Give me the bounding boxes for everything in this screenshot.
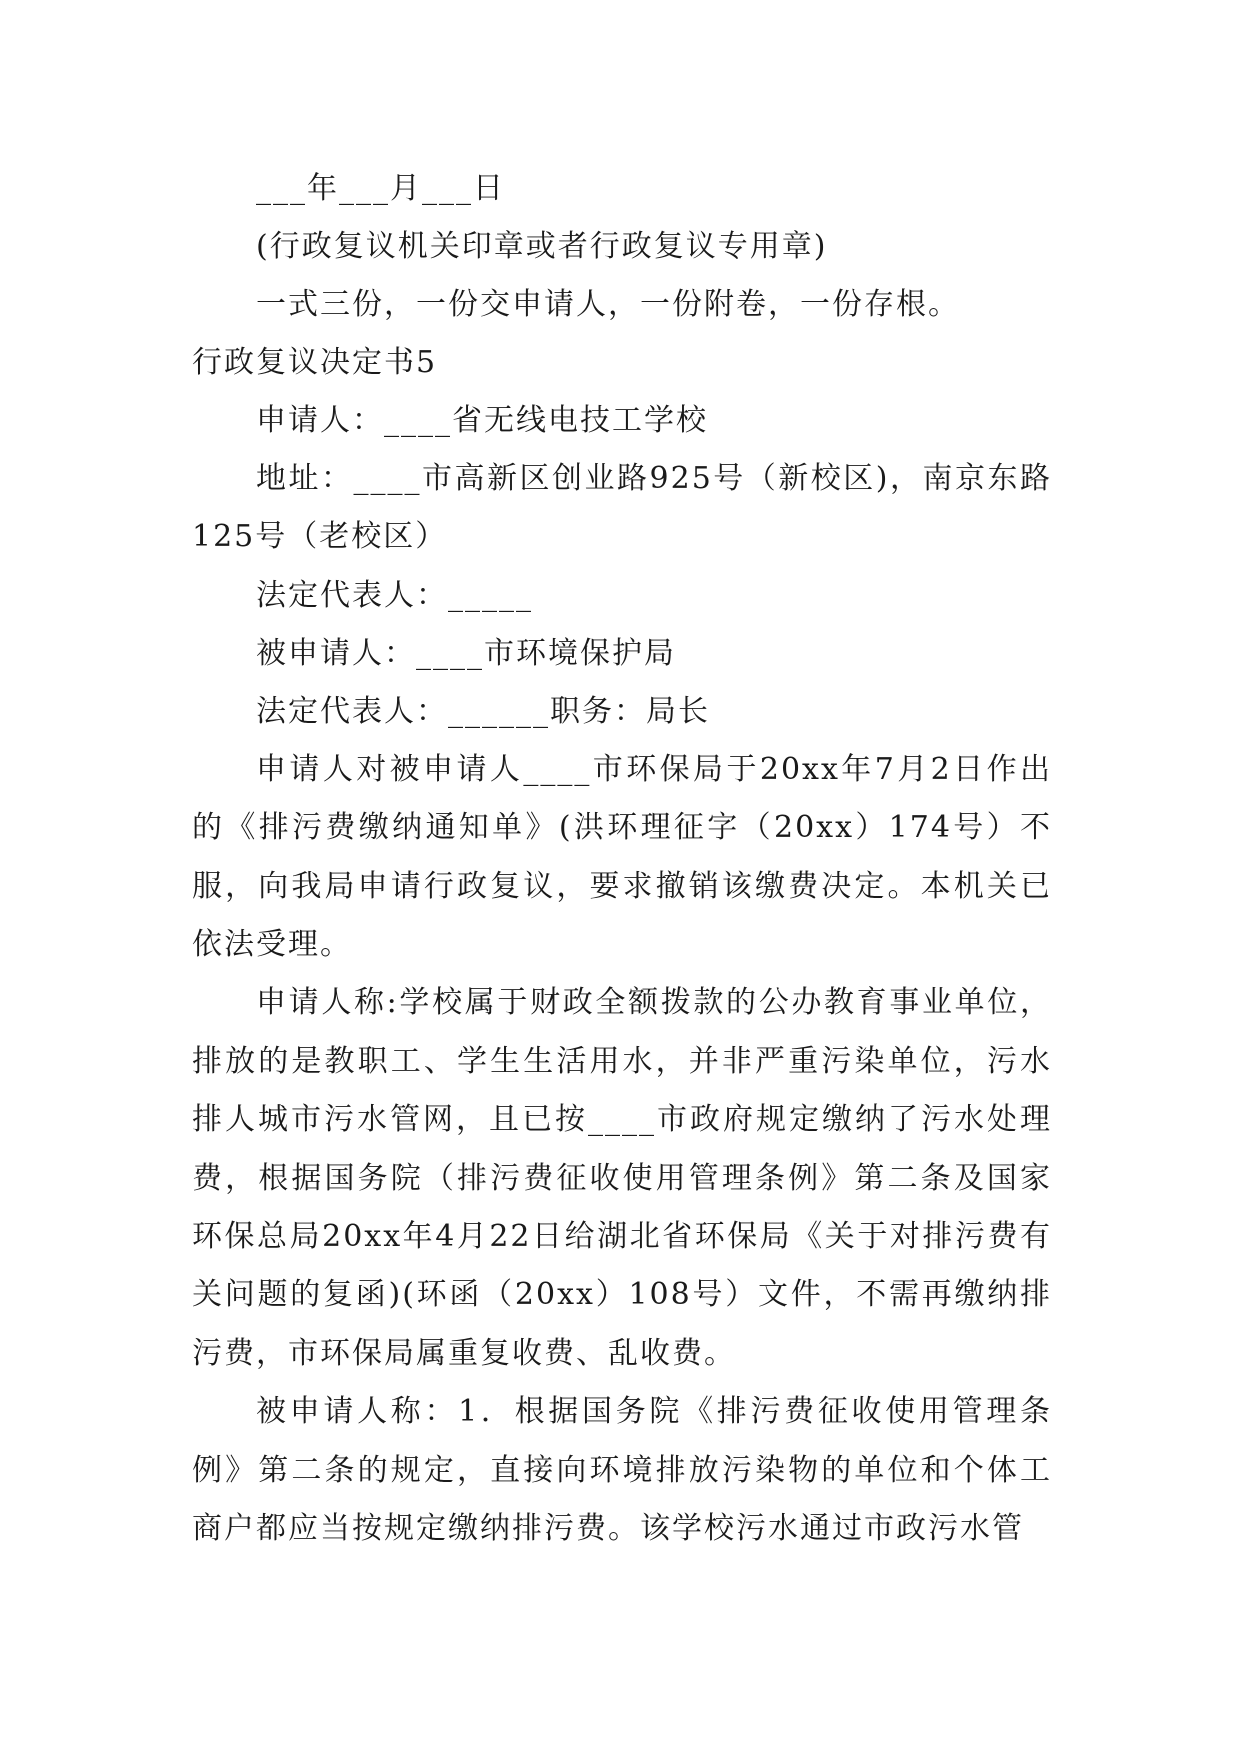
- document-heading: 行政复议决定书5: [192, 345, 438, 380]
- case-intro-paragraph: 申请人对被申请人____市环保局于20xx年7月2日作出的《排污费缴纳通知单》(洪环理征字（20xx）174号）不服，向我局申请行政复议，要求撤销该缴费决定。本机关已依法受理。: [192, 751, 1052, 963]
- applicant-representative-line: 法定代表人：_____: [256, 577, 533, 613]
- respondent-representative-line: 法定代表人：______职务：局长: [256, 693, 710, 729]
- document-body: [192, 160, 1052, 1559]
- date-line: ___年___月___日: [256, 171, 505, 206]
- applicant-line: 申请人：____省无线电技工学校: [256, 403, 708, 438]
- applicant-claim-paragraph: 申请人称:学校属于财政全额拨款的公办教育事业单位，排放的是教职工、学生生活用水，并非严重污染单位，污水排人城市污水管网，且已按____市政府规定缴纳了污水处理费，根据国务院（排污费征收使用管理条例》第二条及国家环保总局20xx年4月22日给湖北省环保局《关于对排污费有关问题的复函)(环函（20xx）108号）文件，不需再缴纳排污费，市环保局属重复收费、乱收费。: [192, 985, 1052, 1371]
- address-paragraph: 地址：____市高新区创业路925号（新校区)，南京东路125号（老校区）: [192, 461, 1052, 555]
- respondent-claim-paragraph: 被申请人称：1．根据国务院《排污费征收使用管理条例》第二条的规定，直接向环境排放污染物的单位和个体工商户都应当按规定缴纳排污费。该学校污水通过市政污水管: [192, 1394, 1052, 1547]
- respondent-line: 被申请人：____市环境保护局: [256, 635, 676, 671]
- seal-line: (行政复议机关印章或者行政复议专用章): [256, 229, 828, 264]
- copies-line: 一式三份，一份交申请人，一份附卷，一份存根。: [256, 287, 960, 322]
